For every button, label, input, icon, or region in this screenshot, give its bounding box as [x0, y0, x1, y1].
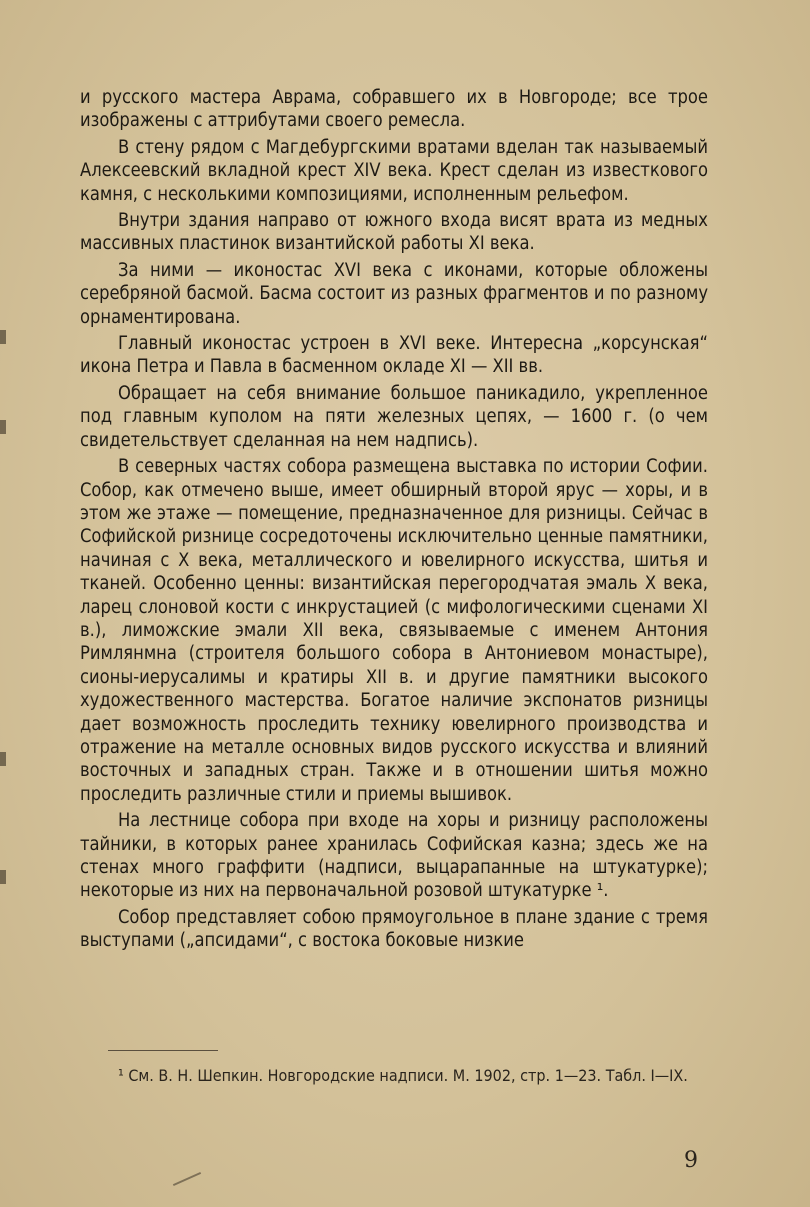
- paragraph: и русского мастера Аврама, собравшего их в Новгороде; все трое изображены с аттрибутами своего ремесла.: [80, 87, 708, 132]
- ink-mark: [173, 1172, 201, 1186]
- paragraph: Собор представляет собою прямоугольное в плане здание с тремя выступами („апсидами“, с востока боковые низкие: [80, 906, 708, 952]
- paragraph: За ними — иконостас XVI века с иконами, которые обложены серебряной басмой. Басма состоит из разных фрагментов и по разному орнаментирована.: [80, 259, 708, 328]
- paragraph: На лестнице собора при входе на хоры и ризницу расположены тайники, в которых ранее хранилась Софийская казна; здесь же на стенах много граффити (надписи, выцарапанные на штукатурке); некоторые из них на первоначальной розовой штукатурке ¹.: [80, 810, 708, 902]
- paragraph: В стену рядом с Магдебургскими вратами вделан так называемый Алексеевский вкладной крест XIV века. Крест сделан из известкового камня, с несколькими композициями, исполненным рельефом.: [80, 136, 708, 205]
- paragraph: Внутри здания направо от южного входа висят врата из медных массивных пластинок византийской работы XI века.: [80, 210, 708, 255]
- edge-mark: [0, 330, 6, 344]
- footnote: ¹ См. В. Н. Шепкин. Новгородские надписи. М. 1902, стр. 1—23. Табл. I—IX.: [118, 1066, 688, 1085]
- main-text: [80, 86, 708, 956]
- edge-mark: [0, 870, 6, 884]
- paragraph: Главный иконостас устроен в XVI веке. Интересна „корсунская“ икона Петра и Павла в басменном окладе XI — XII вв.: [80, 333, 708, 378]
- footnote-divider: [108, 1050, 218, 1051]
- paragraph: В северных частях собора размещена выставка по истории Софии. Собор, как отмечено выше, имеет обширный второй ярус — хоры, и в этом же этаже — помещение, предназначенное для ризницы. Сейчас в Софийской ризнице сосредоточены исключительно ценные памятники, начиная с X века, металлического и ювелирного искусства, шитья и тканей. Особенно ценны: византийская перегородчатая эмаль X века, ларец слоновой кости с инкрустацией (с мифологическими сценами XI в.), лиможские эмали XII века, связываемые с именем Антония Римлянмна (строителя большого собора в Антониевом монастыре), сионы-иерусалимы и кратиры XII в. и другие памятники высокого художественного мастерства. Богатое наличие экспонатов ризницы дает возможность проследить технику ювелирного производства и отражение на металле основных видов русского искусства и влияний восточных и западных стран. Также и в отношении шитья можно проследить различные стили и приемы вышивок.: [80, 456, 708, 805]
- edge-mark: [0, 420, 6, 434]
- paragraph: Обращает на себя внимание большое паникадило, укрепленное под главным куполом на пяти железных цепях, — 1600 г. (о чем свидетельствует сделанная на нем надпись).: [80, 382, 708, 451]
- page-number: 9: [684, 1148, 698, 1173]
- edge-mark: [0, 752, 6, 766]
